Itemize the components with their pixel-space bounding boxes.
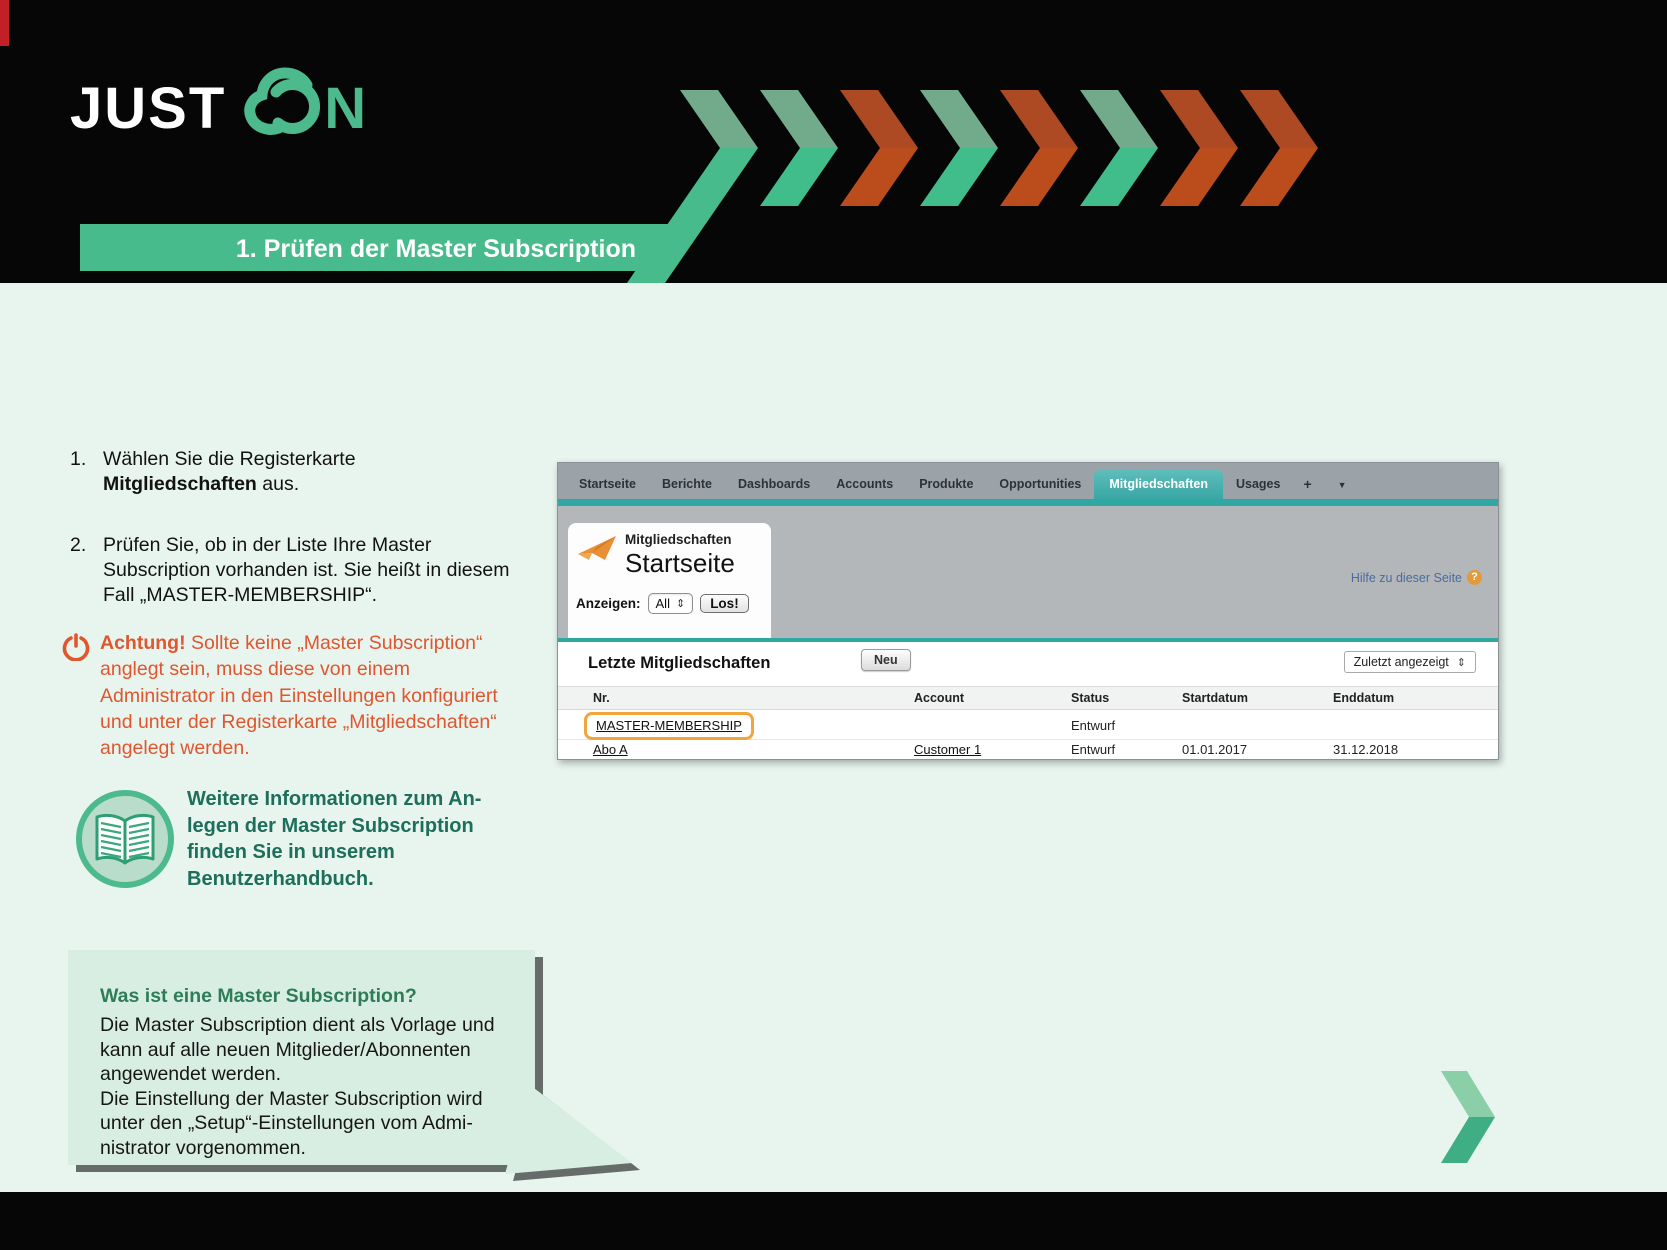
instruction-text: Prüfen Sie, ob in der Liste Ihre Master Subscription vorhanden ist. Sie heißt in diesem Fall „MASTER-MEMBERSHIP“.: [103, 534, 510, 606]
handbook-icon: [74, 788, 176, 890]
object-home-card: [568, 523, 771, 638]
table-row: [558, 740, 1498, 759]
handbook-note: Weitere Informationen zum An- legen der Master Subscription finden Sie in unserem Benutzerhandbuch.: [187, 788, 482, 890]
column-enddatum: Enddatum: [1333, 691, 1395, 705]
membership-link[interactable]: Abo A: [593, 742, 628, 757]
view-label: Anzeigen:: [576, 596, 641, 611]
instruction-item-2: [70, 533, 509, 608]
column-account: Account: [914, 691, 964, 705]
app-screenshot: [557, 462, 1499, 760]
callout-title: Was ist eine Master Subscription?: [100, 985, 417, 1007]
tab-usages[interactable]: Usages: [1235, 477, 1281, 491]
section-title: 1. Prüfen der Master Subscription: [235, 235, 636, 263]
logo-text-n: N: [324, 76, 367, 141]
logo-text-just: JUST: [70, 76, 227, 141]
page-name: Startseite: [625, 548, 735, 578]
tab-mitgliedschaften[interactable]: Mitgliedschaften: [1094, 470, 1223, 499]
account-link[interactable]: Customer 1: [914, 742, 982, 757]
tab-startseite[interactable]: Startseite: [579, 477, 636, 491]
status-value: Entwurf: [1071, 718, 1116, 733]
tab-overflow-caret-icon[interactable]: ▼: [1337, 480, 1347, 490]
column-startdatum: Startdatum: [1182, 691, 1248, 705]
tab-opportunities[interactable]: Opportunities: [999, 477, 1082, 491]
tab-dashboards[interactable]: Dashboards: [738, 477, 811, 491]
select-caret-icon: ⇕: [1456, 656, 1466, 669]
column-nr: Nr.: [593, 691, 610, 705]
list-number: 2.: [70, 534, 87, 556]
status-value: Entwurf: [1071, 742, 1116, 757]
page-header-area: [558, 506, 1498, 638]
membership-plane-icon: [576, 532, 618, 564]
instruction-item-1: [70, 447, 356, 497]
instruction-text: Wählen Sie die Registerkarte Mitgliedschaften aus.: [103, 448, 356, 495]
list-title: Letzte Mitgliedschaften: [588, 654, 771, 672]
recent-list-section: [558, 642, 1498, 759]
object-name: Mitgliedschaften: [625, 532, 732, 547]
select-caret-icon: ⇕: [675, 598, 686, 610]
table-row: [558, 710, 1498, 740]
startdate-value: 01.01.2017: [1182, 742, 1248, 757]
list-number: 1.: [70, 448, 87, 470]
go-button[interactable]: Los!: [700, 594, 749, 613]
tab-berichte[interactable]: Berichte: [661, 477, 713, 491]
tab-accounts[interactable]: Accounts: [836, 477, 894, 491]
tab-bar: [558, 463, 1498, 499]
view-select[interactable]: All ⇕: [648, 593, 694, 614]
add-tab-icon[interactable]: +: [1303, 476, 1312, 492]
column-status: Status: [1071, 691, 1110, 705]
highlight-annotation: [584, 712, 754, 740]
tab-underline: [558, 499, 1498, 506]
help-link[interactable]: Hilfe zu dieser Seite ?: [1351, 570, 1482, 585]
new-button[interactable]: Neu: [861, 649, 911, 671]
membership-link[interactable]: MASTER-MEMBERSHIP: [596, 718, 742, 733]
callout-text: Die Master Subscription dient als Vorlage und kann auf alle neuen Mitglieder/Abonnenten angewendet werden. Die Einstellung der Master Subscription wird unter den „Setup“-Einstellungen vom Admi- nistrator vorgenommen.: [100, 1014, 495, 1159]
warning-text: Achtung! Sollte keine „Master Subscription“ anglegt sein, muss diese von einem Administrator in den Einstellungen konfiguriert und unter der Registerkarte „Mitgliedschaften“ angelegt werden.: [100, 632, 498, 760]
footer-band: [0, 1192, 1667, 1250]
help-icon: ?: [1467, 570, 1482, 585]
header-band: [0, 0, 1667, 283]
view-controls: [568, 579, 771, 614]
power-warning-icon: [62, 633, 90, 661]
recent-filter-dropdown[interactable]: Zuletzt angezeigt ⇕: [1344, 651, 1476, 673]
tab-produkte[interactable]: Produkte: [919, 477, 974, 491]
table-header: [558, 686, 1498, 710]
next-arrow-decoration: [1441, 1071, 1507, 1163]
enddate-value: 31.12.2018: [1333, 742, 1399, 757]
